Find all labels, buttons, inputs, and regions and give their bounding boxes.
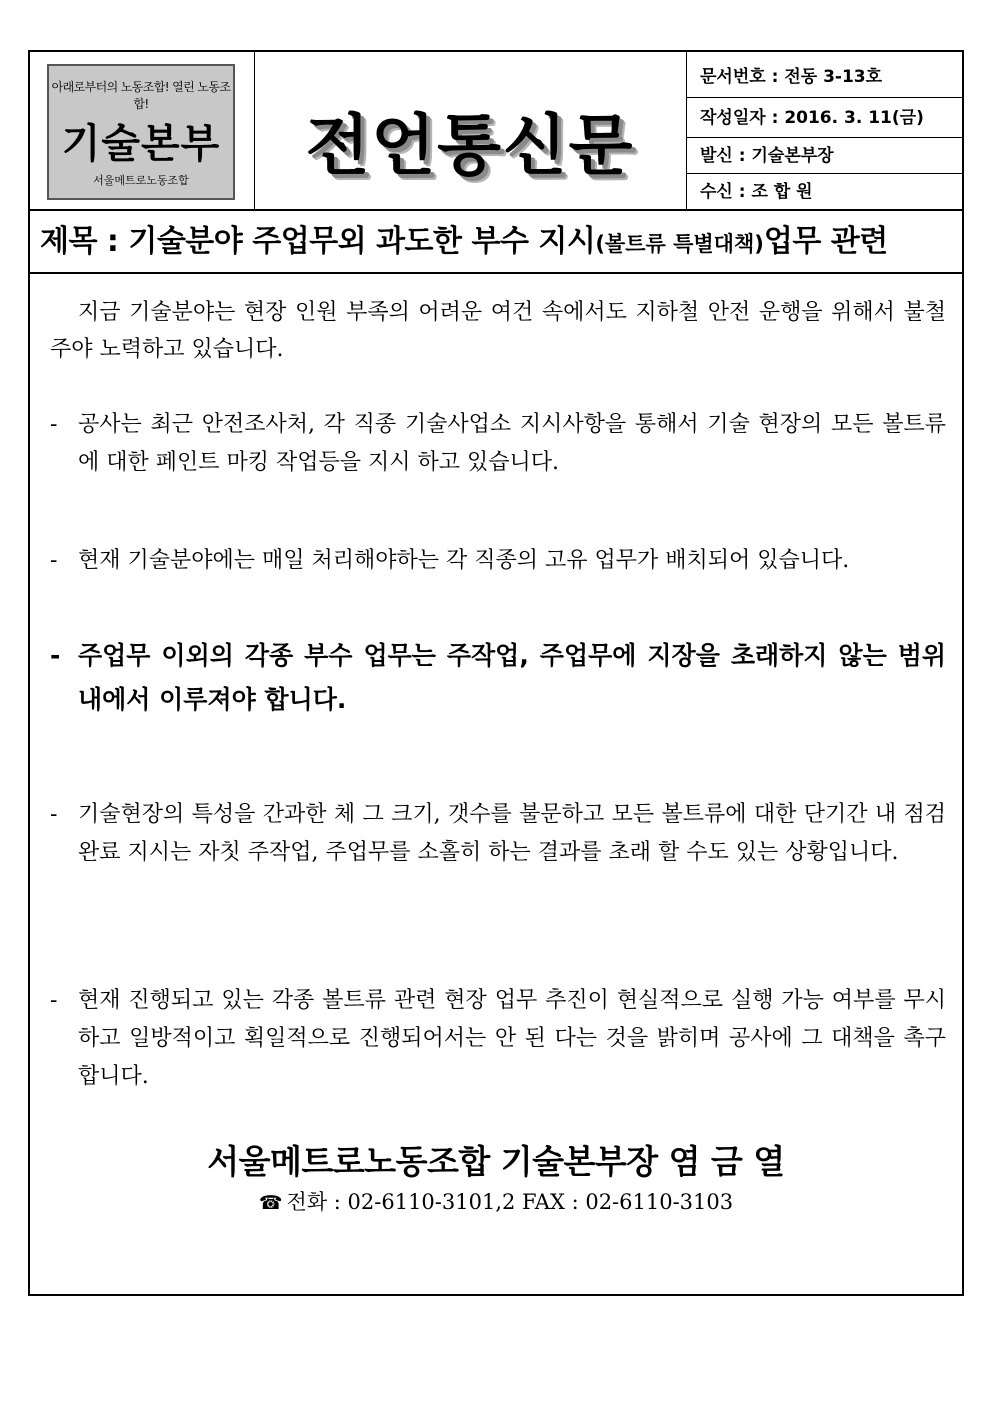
subject-line	[30, 209, 962, 274]
bullet-item	[50, 542, 946, 580]
signature: 서울메트로노동조합 기술본부장 염 금 열	[207, 1142, 785, 1181]
doc-recipient: 수신 : 조 합 원	[700, 182, 813, 202]
subject-paren: (볼트류 특별대책)	[595, 232, 764, 256]
doc-sender: 발신 : 기술본부장	[686, 138, 962, 174]
document-frame	[28, 50, 964, 1296]
bullet-text: 현재 기술분야에는 매일 처리해야하는 각 직종의 고유 업무가 배치되어 있습니다.	[78, 548, 850, 573]
bullet-item	[50, 406, 946, 482]
bullet-dash: -	[50, 641, 61, 670]
intro-paragraph: 지금 기술분야는 현장 인원 부족의 어려운 여건 속에서도 지하철 안전 운행을 위해서 불철주야 노력하고 있습니다.	[50, 300, 946, 362]
logo	[47, 64, 235, 200]
logo-org: 서울메트로노동조합	[93, 174, 189, 187]
bullet-item-emphasis	[50, 634, 946, 722]
doc-number: 문서번호 : 전동 3-13호	[686, 56, 962, 98]
bullet-text: 주업무 이외의 각종 부수 업무는 주작업, 주업무에 지장을 초래하지 않는 범위내에서 이루져야 합니다.	[78, 641, 946, 714]
bullet-text: 현재 진행되고 있는 각종 볼트류 관련 현장 업무 추진이 현실적으로 실행 가능 여부를 무시하고 일방적이고 획일적으로 진행되어서는 안 된 다는 것을 밝히며 공사에 그 대책을 촉구합니다.	[78, 988, 946, 1089]
header	[30, 52, 962, 211]
logo-name: 기술본부	[61, 121, 221, 167]
contact-text: 전화 : 02-6110-3101,2 FAX : 02-6110-3103	[286, 1190, 734, 1214]
title-cell	[254, 52, 687, 209]
subject-suffix: 업무 관련	[763, 224, 888, 259]
logo-slogan: 아래로부터의 노동조합! 열린 노동조합!	[51, 80, 231, 111]
meta-cell	[686, 52, 962, 209]
bullet-dash: -	[50, 548, 58, 573]
document-title: 전언통신문	[305, 107, 635, 184]
doc-date: 작성일자 : 2016. 3. 11(금)	[686, 98, 962, 138]
bullet-dash: -	[50, 802, 58, 827]
bullet-item	[50, 796, 946, 872]
contact-line	[30, 1186, 962, 1216]
bullet-item	[50, 982, 946, 1096]
bullet-text: 기술현장의 특성을 간과한 체 그 크기, 갯수를 불문하고 모든 볼트류에 대한 단기간 내 점검 완료 지시는 자칫 주작업, 주업무를 소홀히 하는 결과를 초래 할 수도 있는 상황입니다.	[78, 802, 946, 865]
logo-cell	[30, 52, 255, 209]
bullet-dash: -	[50, 988, 58, 1013]
phone-icon: ☎	[258, 1192, 283, 1214]
subject-prefix: 제목 : 기술분야 주업무외 과도한 부수 지시	[40, 224, 596, 259]
bullet-dash: -	[50, 412, 58, 437]
bullet-text: 공사는 최근 안전조사처, 각 직종 기술사업소 지시사항을 통해서 기술 현장의 모든 볼트류에 대한 페인트 마킹 작업등을 지시 하고 있습니다.	[78, 412, 946, 475]
